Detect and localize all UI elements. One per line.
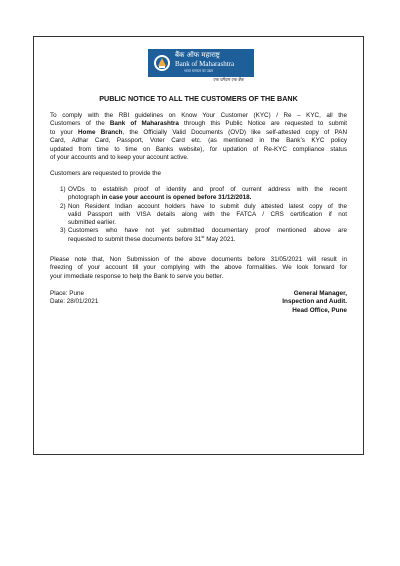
intro-line: To comply with the RBI guidelines on Know Your Customer (KYC) / Re – KYC, all the <box>50 112 347 119</box>
logo-subtitle: भारत सरकार का उद्यम <box>184 69 214 73</box>
bank-logo <box>148 49 254 85</box>
signatory-department: Inspection and Audit. <box>282 298 347 306</box>
logo-hindi-name: बैंक ऑफ महाराष्ट्र <box>175 51 220 59</box>
bank-name-bold: Bank of Maharashtra <box>109 120 179 128</box>
date-text: Date: 28/01/2021 <box>50 298 99 306</box>
requirements-list <box>50 186 347 244</box>
intro-paragraph <box>50 112 347 162</box>
signatory-block <box>282 290 347 315</box>
request-paragraph: Customers are requested to provide the <box>50 170 161 177</box>
intro-line: updated from time to time on Banks website), for updation of Re-KYC compliance status <box>50 145 347 153</box>
logo-tagline: एक परिवार एक बैंक <box>213 77 244 82</box>
place-date-block <box>50 290 98 307</box>
list-item: 2) Non Resident Indian account holders have to submit duly attested latest copy of the valid Passport with VISA details along with the FATCA / CRS certification if not submitted earlier. <box>60 202 347 227</box>
list-item: 3) Customers who have not yet submitted documentary proof mentioned above are requested to submit these documents before 31st May 2021. <box>60 227 347 243</box>
signatory-office: Head Office, Pune <box>292 306 347 314</box>
intro-line: to your Home Branch, the Officially Valid Documents (OVD) like self-attested copy of PAN <box>50 128 347 136</box>
closing-paragraph: Please note that, Non Submission of the above documents before 31/05/2021 will result in freezing of your account till your complying with the above formalities. We look forward for your immediate response to help the Bank to serve you better. <box>50 256 347 280</box>
bank-emblem-icon <box>153 53 171 73</box>
list-item: 1) OVDs to establish proof of identity and proof of current address with the recent photograph in case your account is opened before 31/12/2018. <box>60 186 347 202</box>
notice-title: PUBLIC NOTICE TO ALL THE CUSTOMERS OF THE BANK <box>99 94 298 103</box>
list-number: 3) <box>60 227 66 235</box>
home-branch-bold: Home Branch <box>77 128 123 136</box>
signatory-title: General Manager, <box>293 290 347 297</box>
intro-line: of your accounts and to keep your account active. <box>50 154 189 162</box>
intro-line: Customers of the Bank of Maharashtra through this Public Notice are requested to submit <box>50 120 347 128</box>
intro-line: Card, Adhar Card, Passport, Voter Card etc. (as mentioned in the Bank’s KYC policy <box>50 137 347 145</box>
cutoff-date-bold: in case your account is opened before 31/12/2018. <box>101 194 252 202</box>
list-number: 2) <box>60 202 66 210</box>
place-text: Place: Pune <box>50 290 84 297</box>
logo-banner <box>148 49 254 77</box>
logo-english-name: Bank of Maharashtra <box>175 60 235 68</box>
list-number: 1) <box>60 186 66 193</box>
